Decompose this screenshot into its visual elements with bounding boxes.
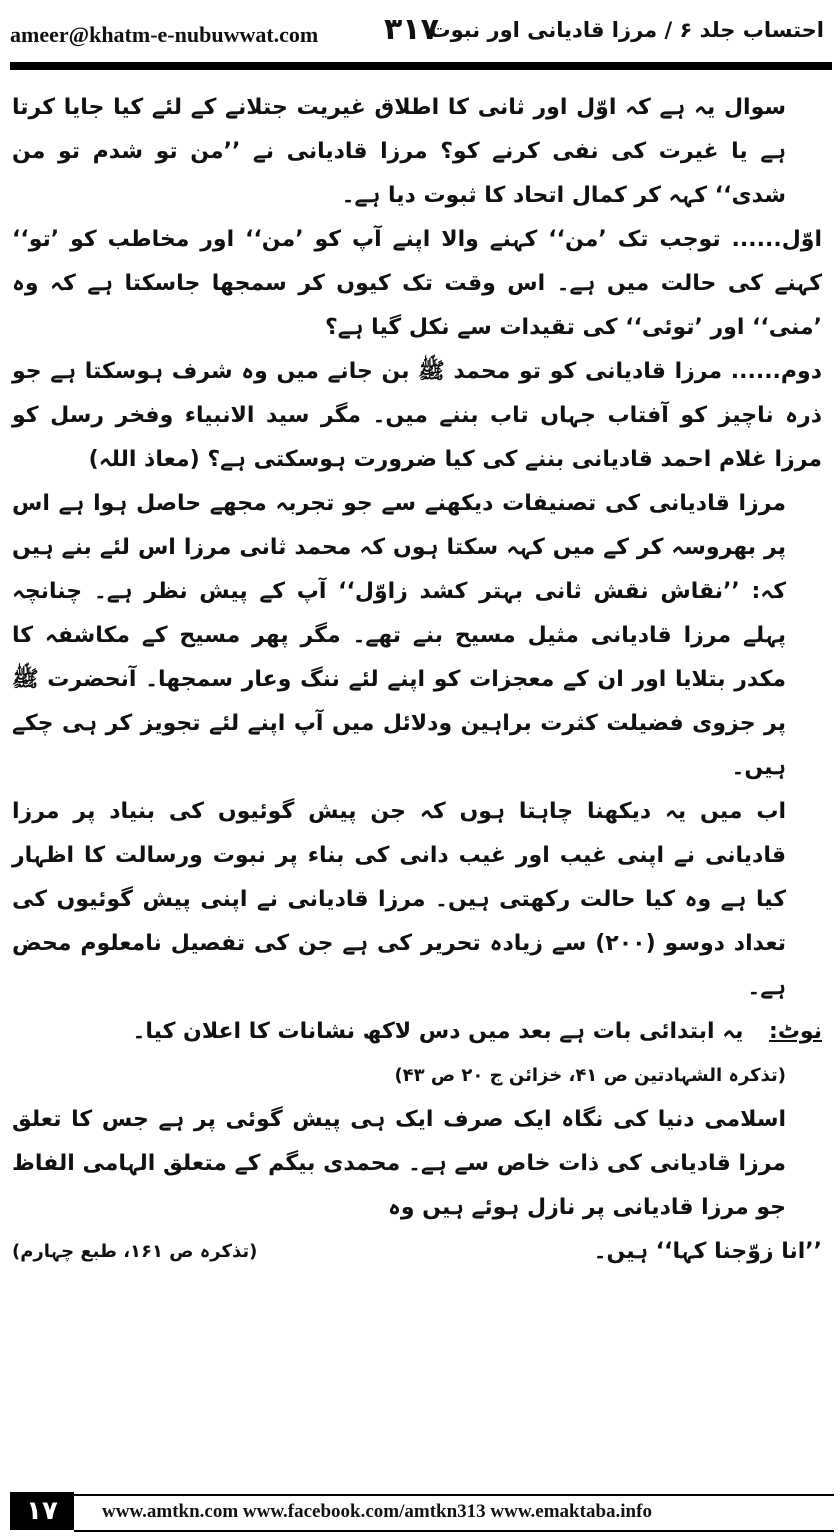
note [12,1010,822,1054]
note-label: نوٹ: [769,1019,822,1044]
footer-page-marker: ۱۷ [10,1492,74,1530]
header-rule [10,62,832,70]
page-header [0,0,840,60]
final-quote: ’’انا زوّجنا کہا‘‘ ہیں۔ [593,1239,822,1264]
reference-citation-2: (تذکرہ ص ۱۶۱، طبع چہارم) [12,1241,258,1262]
header-page-number: ۳۱۷ [384,12,439,47]
page-footer [0,1492,840,1540]
footer-links[interactable]: www.amtkn.com www.facebook.com/amtkn313 www.emaktaba.info [102,1501,652,1522]
note-text: یہ ابتدائی بات ہے بعد میں دس لاکھ نشانات کا اعلان کیا۔ [132,1019,744,1044]
header-email: ameer@khatm-e-nubuwwat.com [10,22,319,47]
paragraph-question: سوال یہ ہے کہ اوّل اور ثانی کا اطلاق غیریت جتلانے کے لئے کیا جایا کرتا ہے یا غیرت کی نفی کرنے کو؟ مرزا قادیانی نے ’’من تو شدم تو من شدی‘‘ کہہ کر کمال اتحاد کا ثبوت دیا ہے۔ [12,95,786,208]
page-body [12,86,822,1274]
final-line [12,1230,822,1274]
paragraph-second-point: دوم...... مرزا قادیانی کو تو محمد ﷺ بن جانے میں وہ شرف ہوسکتا ہے جو ذرہ ناچیز کو آفتاب جہاں تاب بننے میں۔ مگر سید الانبیاء وفخر رسل کو مرزا غلام احمد قادیانی بننے کی کیا ضرورت ہوسکتی ہے؟ (معاذ اللہ) [12,359,822,472]
reference-citation-1: (تذکرہ الشہادتین ص ۴۱، خزائن ج ۲۰ ص ۴۳) [394,1065,786,1086]
paragraph-final: اسلامی دنیا کی نگاہ ایک صرف ایک ہی پیش گوئی پر ہے جس کا تعلق مرزا قادیانی کی ذات خاص سے ہے۔ محمدی بیگم کے متعلق الہامی الفاظ جو مرزا قادیانی پر نازل ہوئے ہیں وہ [12,1107,786,1220]
header-book-title: احتساب جلد ۶ / مرزا قادیانی اور نبوت [429,18,824,42]
paragraph-prophecies: اب میں یہ دیکھنا چاہتا ہوں کہ جن پیش گوئیوں کی بنیاد پر مرزا قادیانی نے اپنی غیب اور غیب دانی کی بناء پر نبوت ورسالت کا اظہار کیا ہے وہ کیا حالت رکھتی ہیں۔ مرزا قادیانی نے اپنی پیش گوئیوں کی تعداد دوسو (۲۰۰) سے زیادہ تحریر کی ہے جن کی تفصیل نامعلوم محض ہے۔ [12,799,787,1000]
paragraph-first-point: اوّل...... توجب تک ’من‘‘ کہنے والا اپنے آپ کو ’من‘‘ اور مخاطب کو ’تو‘‘ کہنے کی حالت میں ہے۔ اس وقت تک کیوں کر سمجھا جاسکتا ہے کہ وہ ’منی‘‘ اور ’توئی‘‘ کی تقیدات سے نکل گیا ہے؟ [12,227,822,340]
paragraph-writings: مرزا قادیانی کی تصنیفات دیکھنے سے جو تجربہ مجھے حاصل ہوا ہے اس پر بھروسہ کر کے میں کہہ سکتا ہوں کہ محمد ثانی مرزا اس لئے بنے ہیں کہ: ’’نقاش نقش ثانی بہتر کشد زاوّل‘‘ آپ کے پیش نظر ہے۔ چنانچہ پہلے مرزا قادیانی مثیل مسیح بنے تھے۔ مگر پھر مسیح کے مکاشفہ کا مکدر بتلایا اور ان کے معجزات کو اپنے لئے ننگ وعار سمجھا۔ آنحضرت ﷺ پر جزوی فضیلت کثرت براہین ودلائل میں آپ اپنے لئے تجویز کر ہی چکے ہیں۔ [12,491,786,780]
